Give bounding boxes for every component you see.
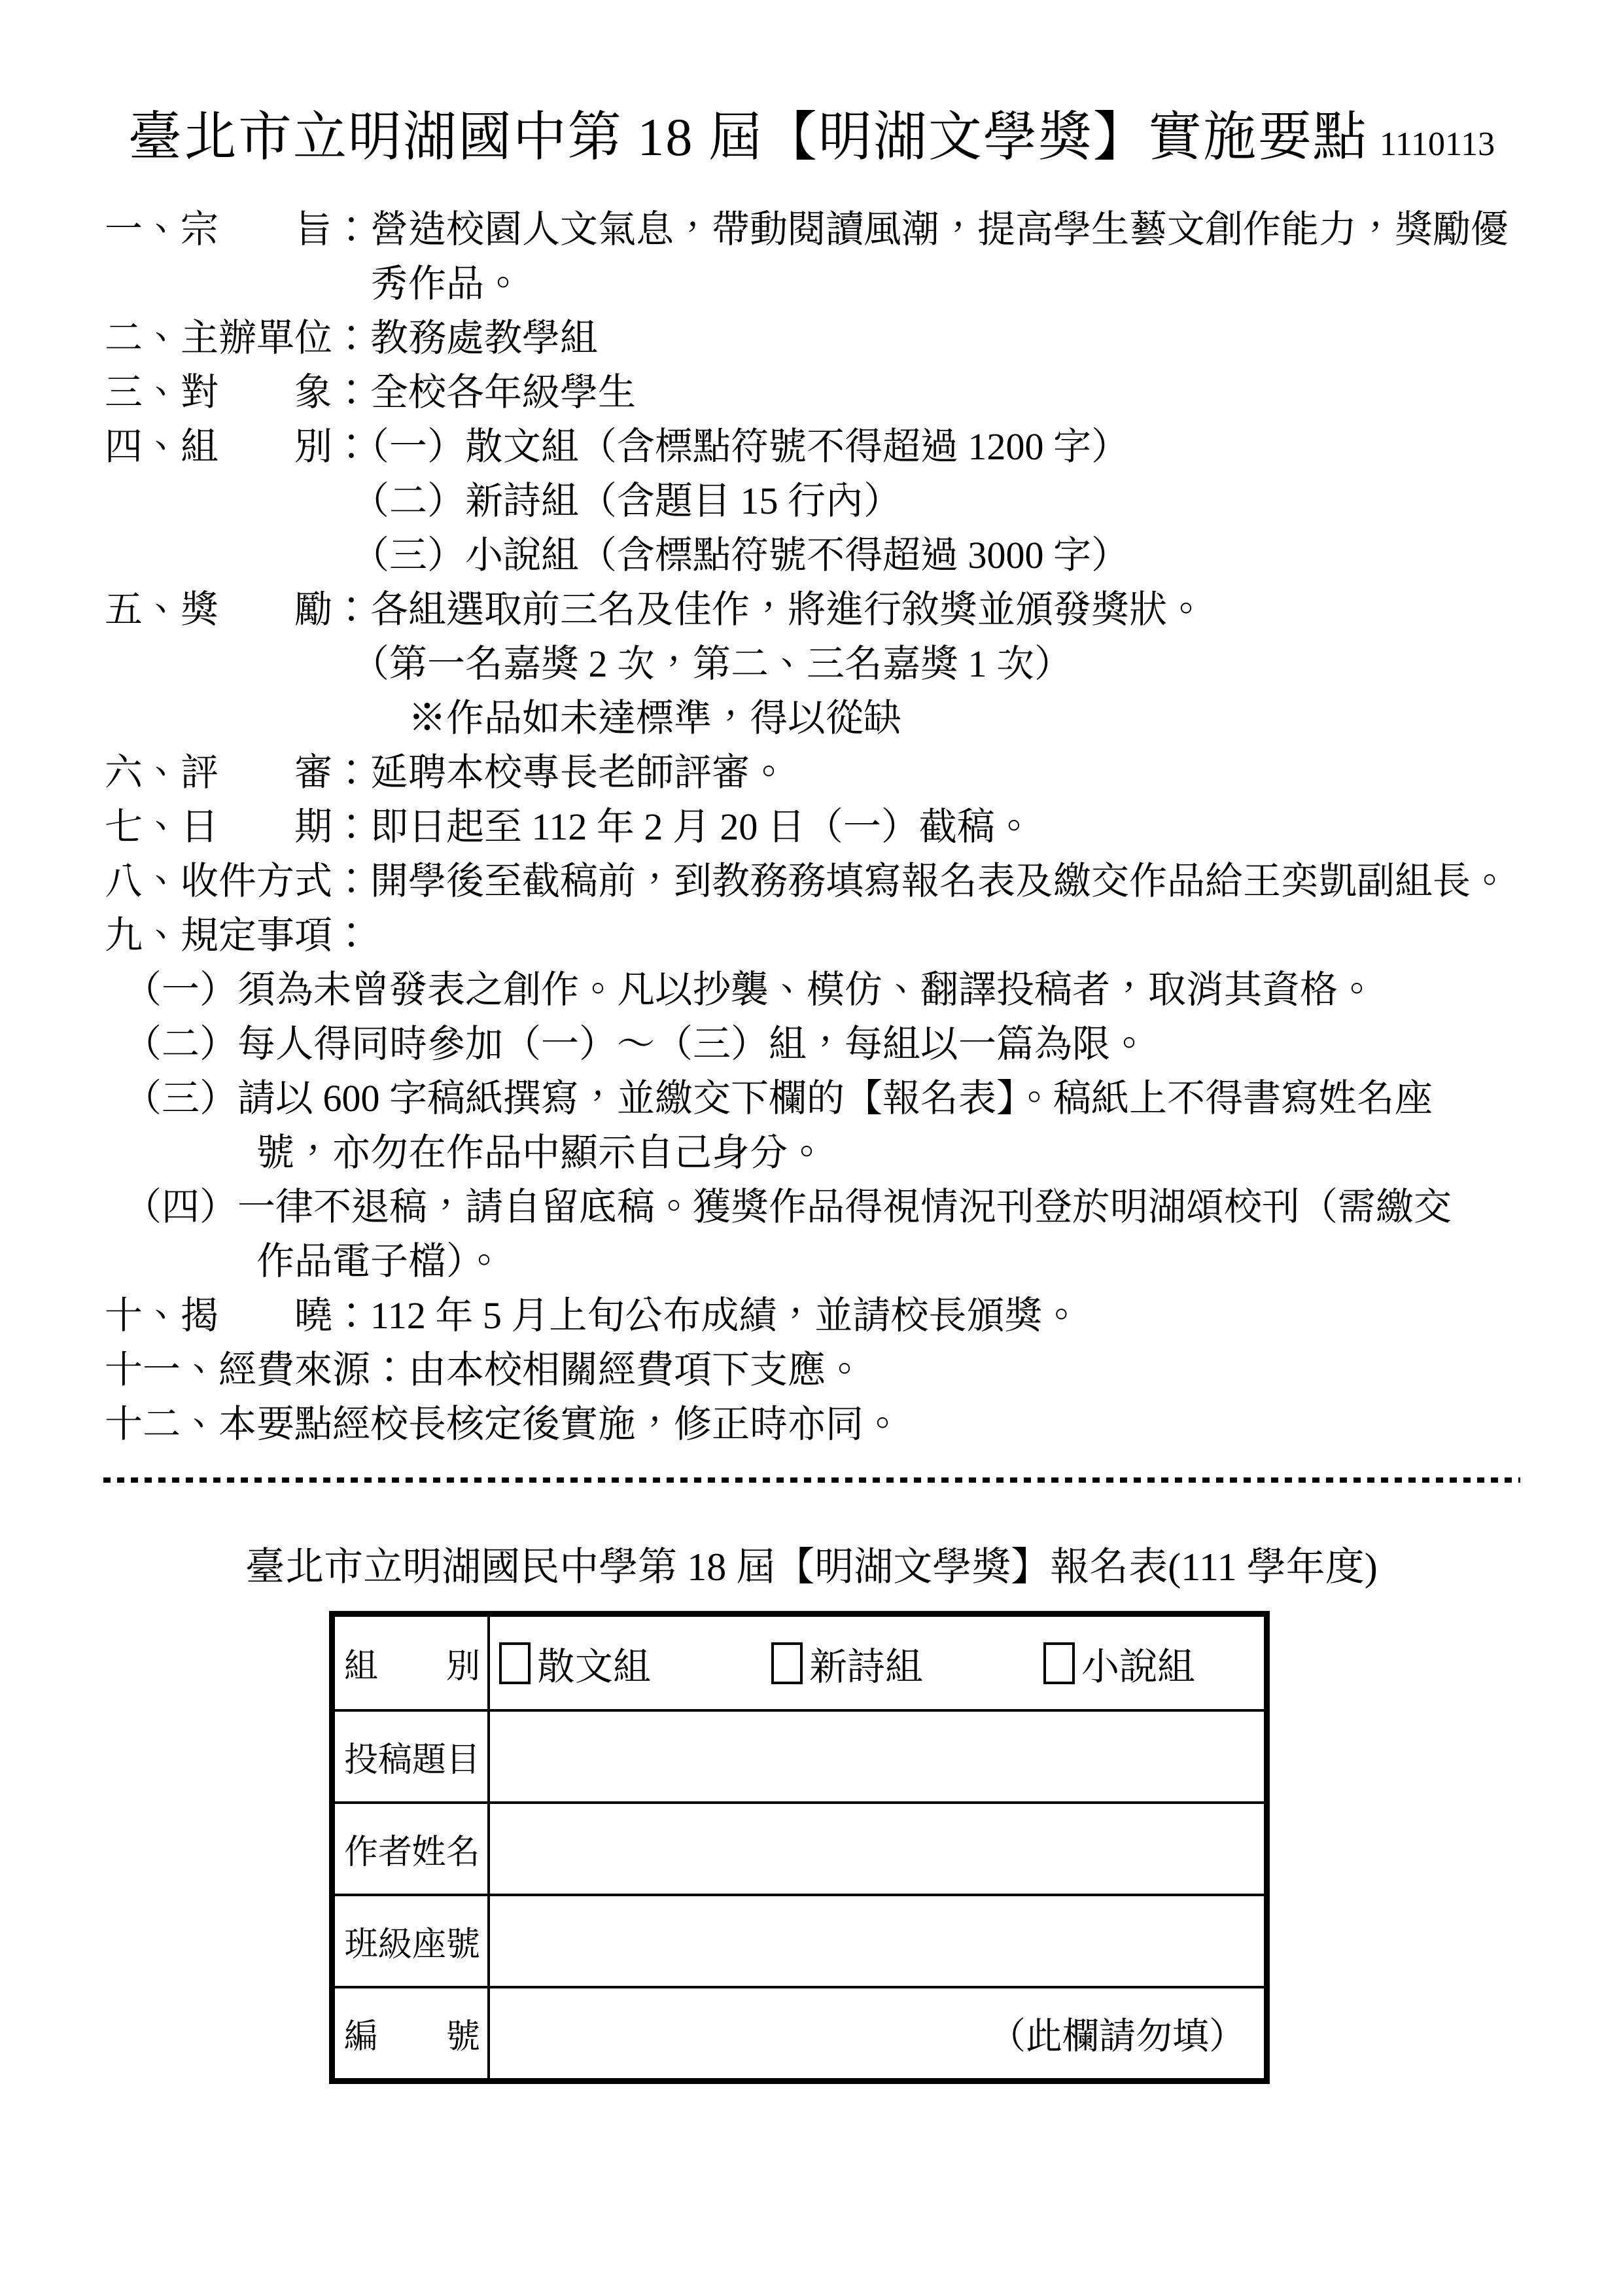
checkbox-novel-icon[interactable] (1043, 1642, 1075, 1684)
body-line-category-1: 四、組 別：（一）散文組（含標點符號不得超過 1200 字） (105, 425, 1130, 468)
document-number: 1110113 (1379, 126, 1495, 163)
do-not-fill-note: （此欄請勿填） (989, 2016, 1246, 2057)
table-row-title (335, 1709, 1264, 1801)
body-line-rule-4: （四）一律不退稿，請自留底稿。獲獎作品得視情況刊登於明湖頌校刊（需繳交 (105, 1186, 1452, 1228)
table-row-class (335, 1894, 1264, 1986)
table-row-category (335, 1617, 1264, 1709)
body-line-award: 五、獎 勵：各組選取前三名及佳作，將進行敘獎並頒發獎狀。 (105, 588, 1206, 631)
dashed-separator (103, 1477, 1520, 1483)
author-name-field[interactable] (490, 1804, 1264, 1894)
body-line-approval: 十二、本要點經校長核定後實施，修正時亦同。 (105, 1403, 902, 1445)
class-seat-number-field[interactable] (490, 1896, 1264, 1986)
essay-option[interactable] (499, 1636, 651, 1691)
body-line-organizer: 二、主辦單位：教務處教學組 (105, 317, 599, 359)
form-row-label-category: 組 別 (335, 1617, 490, 1709)
body-line-announcement: 十、揭 曉：112 年 5 月上旬公布成績，並請校長頒獎。 (105, 1294, 1081, 1337)
body-line-rule-4-cont: 作品電子檔）。 (105, 1240, 504, 1282)
form-row-label-author: 作者姓名 (335, 1804, 490, 1894)
poetry-option[interactable] (771, 1636, 923, 1691)
body-line-judges: 六、評 審：延聘本校專長老師評審。 (105, 751, 788, 794)
form-row-label-title: 投稿題目 (335, 1712, 490, 1801)
page-title: 臺北市立明湖國中第 18 屆【明湖文學獎】實施要點 (128, 107, 1368, 167)
table-row-author (335, 1801, 1264, 1894)
novel-option[interactable] (1043, 1636, 1195, 1691)
form-title: 臺北市立明湖國民中學第 18 屆【明湖文學獎】報名表(111 學年度) (245, 1545, 1378, 1589)
body-line-date: 七、日 期：即日起至 112 年 2 月 20 日（一）截稿。 (105, 805, 1033, 848)
body-line-purpose-cont: 秀作品。 (105, 262, 523, 305)
submission-title-field[interactable] (490, 1712, 1264, 1801)
body-line-award-note: ※作品如未達標準，得以從缺 (105, 697, 902, 739)
body-line-award-detail: （第一名嘉獎 2 次，第二、三名嘉獎 1 次） (105, 643, 1073, 685)
document-header (0, 98, 1623, 192)
body-line-funding: 十一、經費來源：由本校相關經費項下支應。 (105, 1349, 864, 1391)
body-line-rule-3: （三）請以 600 字稿紙撰寫，並繳交下欄的【報名表】。稿紙上不得書寫姓名座 (105, 1077, 1433, 1120)
body-line-rule-1: （一）須為未曾發表之創作。凡以抄襲、模仿、翻譯投稿者，取消其資格。 (105, 968, 1376, 1011)
body-line-rule-3-cont: 號，亦勿在作品中顯示自己身分。 (105, 1131, 826, 1174)
body-line-category-2: （二）新詩組（含題目 15 行內） (105, 480, 902, 522)
form-row-label-class: 班級座號 (335, 1896, 490, 1986)
table-row-serial (335, 1986, 1264, 2078)
body-line-submission: 八、收件方式：開學後至截稿前，到教務務填寫報名表及繳交作品給王奕凱副組長。 (105, 860, 1509, 902)
essay-option-label: 散文組 (537, 1645, 652, 1688)
body-line-category-3: （三）小說組（含標點符號不得超過 3000 字） (105, 534, 1130, 576)
form-row-label-serial: 編 號 (335, 1988, 490, 2078)
poetry-option-label: 新詩組 (809, 1645, 924, 1688)
novel-option-label: 小說組 (1081, 1645, 1196, 1688)
document-body (105, 202, 1570, 1451)
body-line-rule-2: （二）每人得同時參加（一）～（三）組，每組以一篇為限。 (105, 1023, 1149, 1065)
body-line-rules-heading: 九、規定事項： (105, 914, 371, 957)
checkbox-poetry-icon[interactable] (771, 1642, 803, 1684)
serial-number-field[interactable] (490, 1988, 1264, 2078)
checkbox-essay-icon[interactable] (499, 1642, 531, 1684)
body-line-purpose: 一、宗 旨：營造校園人文氣息，帶動閱讀風潮，提高學生藝文創作能力，獎勵優 (105, 208, 1509, 251)
body-line-target: 三、對 象：全校各年級學生 (105, 371, 637, 414)
registration-form-table (329, 1611, 1270, 2084)
category-field[interactable] (490, 1617, 1264, 1709)
